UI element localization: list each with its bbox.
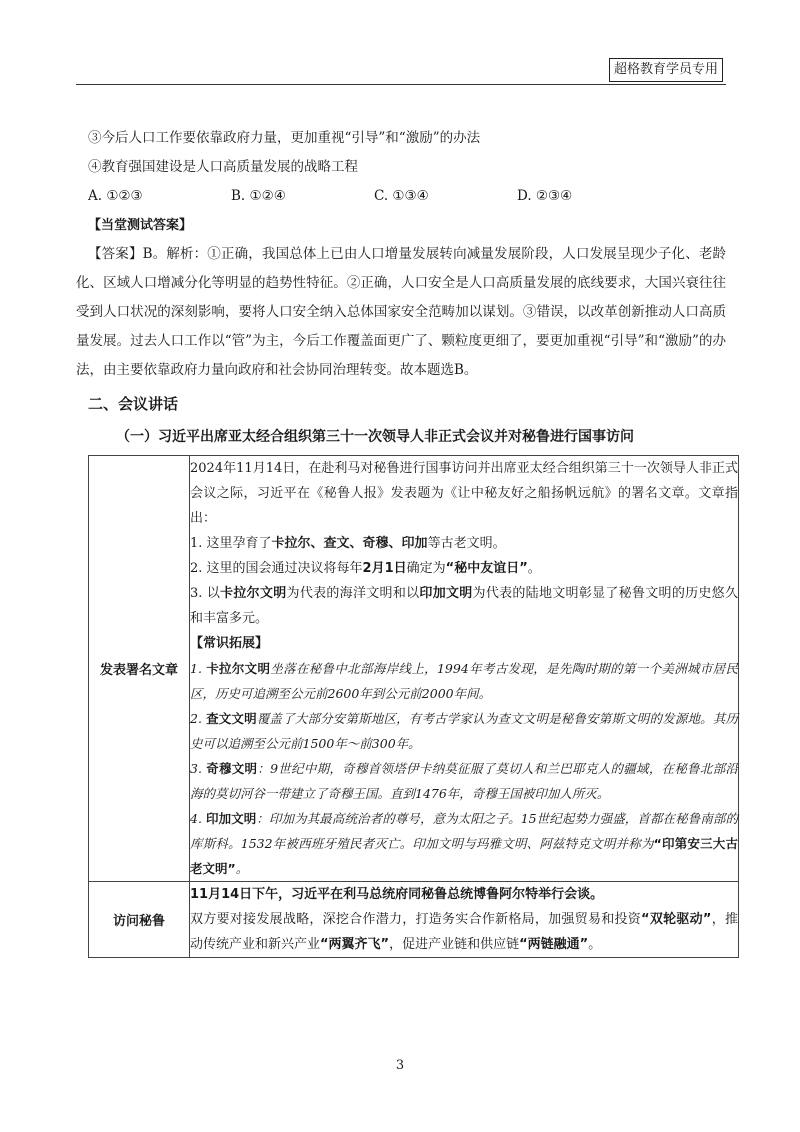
visit-line-1: 11月14日下午，习近平在利马总统府同秘鲁总统博鲁阿尔特举行会谈。 [190, 887, 604, 902]
header-tag: 超格教育学员专用 [609, 58, 723, 82]
page-content [76, 124, 738, 958]
visit-paragraph: 双方要对接发展战略，深挖合作潜力，打造务实合作新格局，加强贸易和投资“双轮驱动”，推动传统产业和新兴产业“两翼齐飞”，促进产业链和供应链“两链融通”。 [190, 912, 738, 952]
section-subheading: （一）习近平出席亚太经合组织第三十一次领导人非正式会议并对秘鲁进行国事访问 [116, 429, 634, 445]
table-row [89, 456, 739, 882]
header-rule [76, 84, 726, 85]
test-answer-title: 【当堂测试答案】 [88, 218, 193, 233]
answer-choices [88, 182, 726, 211]
extension-title: 【常识拓展】 [190, 636, 269, 651]
option-item-3: ③今后人口工作要依靠政府力量，更加重视“引导”和“激励”的办法 [88, 130, 481, 146]
article-point-1: 1. 这里孕育了卡拉尔、查文、奇穆、印加等古老文明。 [190, 536, 506, 551]
choice-b: B. ①②④ [231, 188, 286, 204]
row-body-article [190, 456, 739, 882]
row-label-article: 发表署名文章 [89, 456, 190, 882]
row-body-visit [190, 882, 739, 958]
test-answer-text: 【答案】B。解析：①正确，我国总体上已由人口增量发展转向减量发展阶段，人口发展呈现少子化、老龄化、区域人口增减分化等明显的趋势性特征。②正确，人口安全是人口高质量发展的底线要求，大国兴衰往往受到人口状况的深刻影响，要将人口安全纳入总体国家安全范畴加以谋划。③错误，以改革创新推动人口高质量发展。过去人口工作以“管”为主，今后工作覆盖面更广了、颗粒度更细了，要更加重视“引导”和“激励”的办法，由主要依靠政府力量向政府和社会协同治理转变。故本题选B。 [76, 246, 726, 378]
section-heading: 二、会议讲话 [88, 395, 179, 413]
option-item-4: ④教育强国建设是人口高质量发展的战略工程 [88, 159, 358, 175]
article-point-2: 2. 这里的国会通过决议将每年2月1日确定为“秘中友谊日”。 [190, 561, 541, 576]
knowledge-item-1: 1. 卡拉尔文明坐落在秘鲁中北部海岸线上，1994年考古发现，是先陶时期的第一个美洲城市居民区，历史可追溯至公元前2600年到公元前2000年间。 [190, 661, 738, 701]
choice-d: D. ②③④ [517, 188, 573, 204]
article-intro: 2024年11月14日，在赴利马对秘鲁进行国事访问并出席亚太经合组织第三十一次领导人非正式会议之际，习近平在《秘鲁人报》发表题为《让中秘友好之船扬帆远航》的署名文章。文章指出： [190, 461, 738, 526]
row-label-visit: 访问秘鲁 [89, 882, 190, 958]
choice-c: C. ①③④ [374, 188, 429, 204]
page-number: 3 [395, 1058, 405, 1073]
choice-a: A. ①②③ [88, 188, 143, 204]
article-point-3: 3. 以卡拉尔文明为代表的海洋文明和以印加文明为代表的陆地文明彰显了秘鲁文明的历史悠久和丰富多元。 [190, 586, 738, 626]
knowledge-item-4: 4. 印加文明：印加为其最高统治者的尊号，意为太阳之子。15世纪起势力强盛，首都在秘鲁南部的库斯科。1532年被西班牙殖民者灭亡。印加文明与玛雅文明、阿兹特克文明并称为“印第安三大古老文明”。 [190, 811, 738, 876]
knowledge-item-2: 2. 查文文明覆盖了大部分安第斯地区，有考古学家认为查文文明是秘鲁安第斯文明的发源地。其历史可以追溯至公元前1500年～前300年。 [190, 711, 738, 751]
table-row [89, 882, 739, 958]
info-table [88, 455, 739, 958]
knowledge-item-3: 3. 奇穆文明：9世纪中期，奇穆首领塔伊卡纳莫征服了莫切人和兰巴耶克人的疆域，在秘鲁北部沿海的莫切河谷一带建立了奇穆王国。直到1476年，奇穆王国被印加人所灭。 [190, 761, 738, 801]
